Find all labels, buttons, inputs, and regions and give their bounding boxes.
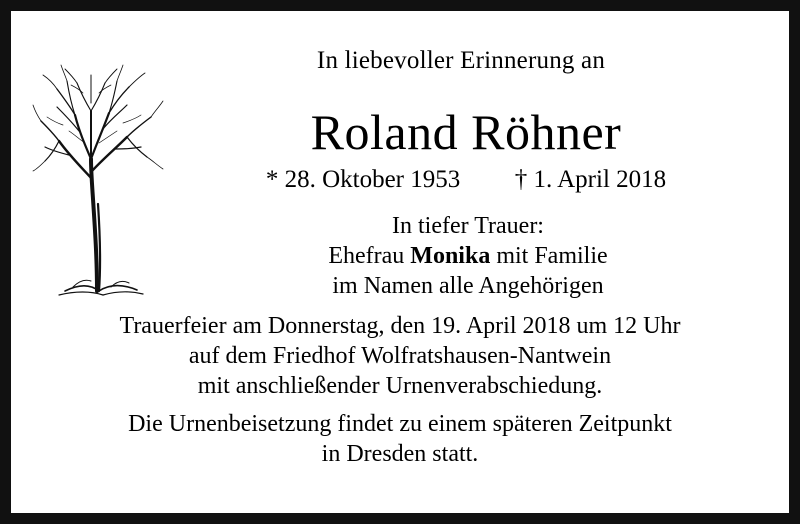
deceased-name: Roland Röhner [310, 104, 622, 160]
mourners-line-2-prefix: Ehefrau [328, 243, 411, 269]
life-dates [161, 166, 771, 194]
death-date: † 1. April 2018 [514, 166, 667, 193]
service-line-2: auf dem Friedhof Wolfratshausen-Nantwein [188, 343, 612, 369]
notice-heading: In liebevoller Erinnerung an [316, 47, 606, 74]
closing-line-2: in Dresden statt. [321, 441, 479, 467]
mourners-line-2-suffix: mit Familie [490, 243, 608, 269]
notice-inner-area [11, 11, 789, 513]
bare-tree-icon [29, 59, 169, 299]
mourners-block [161, 211, 775, 301]
mourners-name: Monika [410, 243, 491, 269]
service-line-1: Trauerfeier am Donnerstag, den 19. April 2018 um 12 Uhr [119, 313, 681, 339]
service-details-block [19, 311, 781, 401]
service-line-3: mit anschließender Urnenverabschiedung. [197, 373, 603, 399]
closing-line-1: Die Urnenbeisetzung findet zu einem späteren Zeitpunkt [128, 411, 672, 437]
death-notice [11, 11, 789, 513]
mourners-line-1: In tiefer Trauer: [392, 213, 544, 239]
birth-date: * 28. Oktober 1953 [265, 166, 461, 193]
mourners-line-2 [161, 241, 775, 271]
closing-note-block [19, 409, 781, 469]
mourners-line-3: im Namen alle Angehörigen [332, 273, 604, 299]
